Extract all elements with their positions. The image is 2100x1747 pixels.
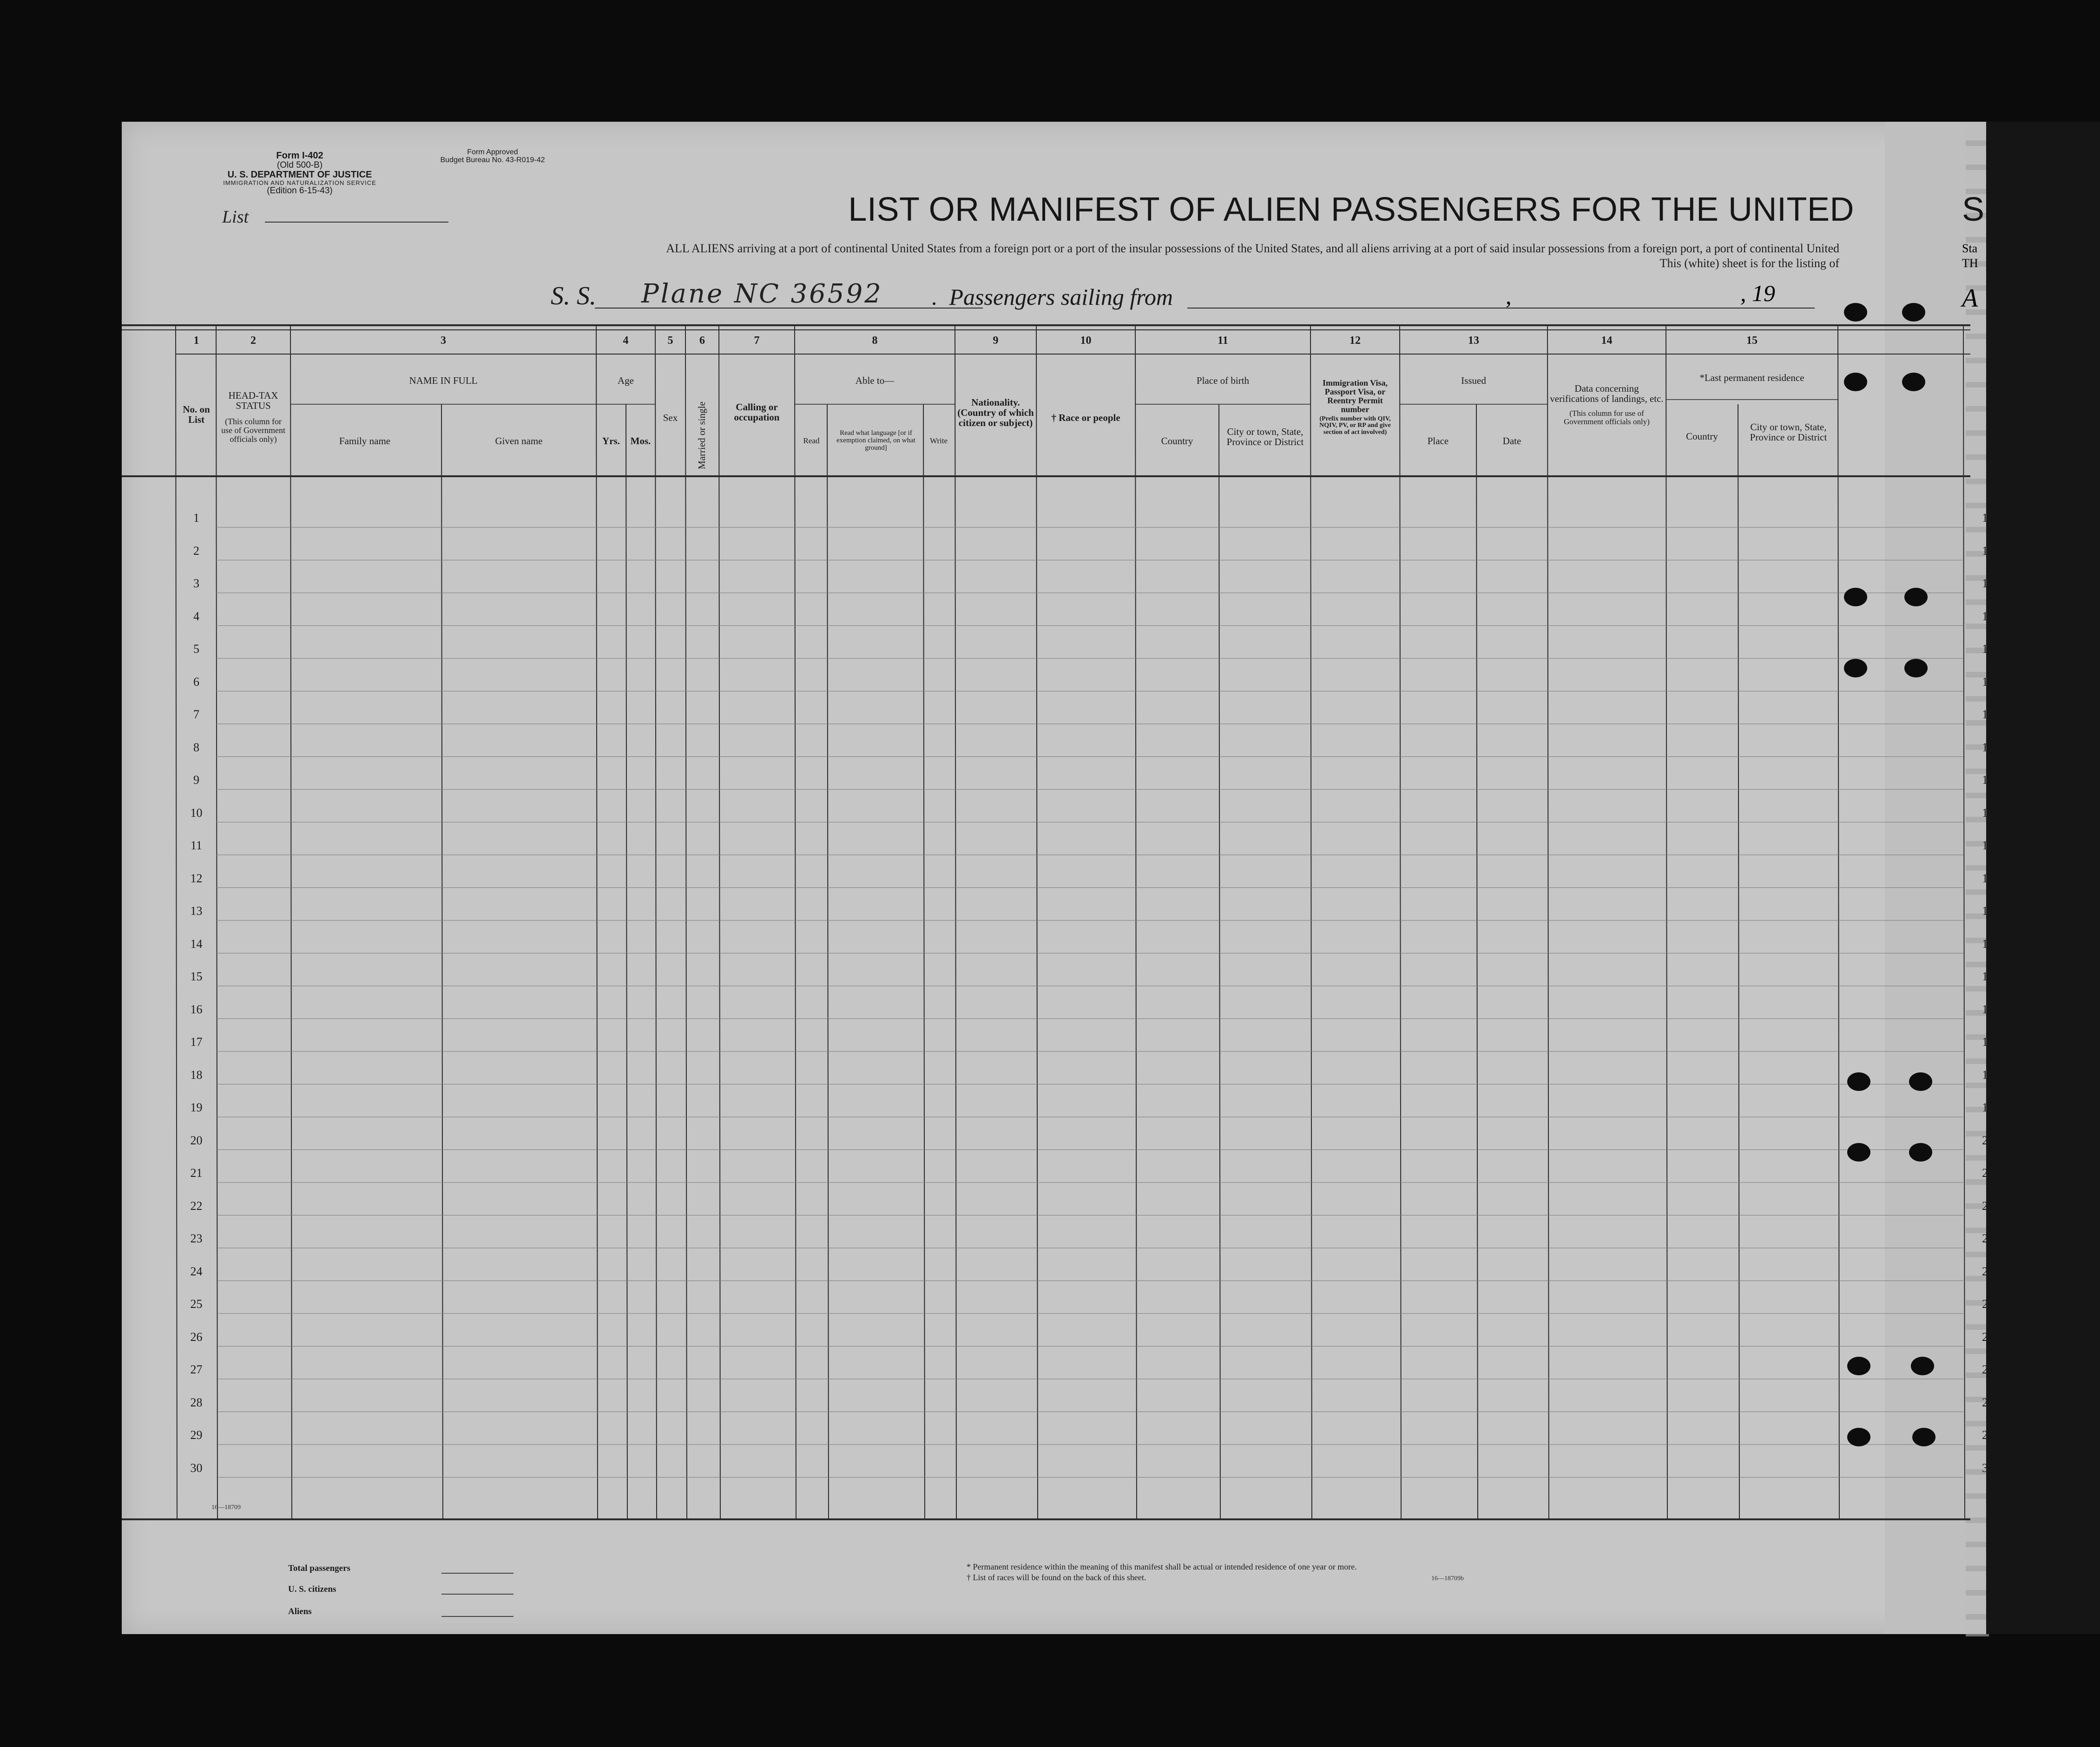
service-name: IMMIGRATION AND NATURALIZATION SERVICE [223,179,376,186]
header-birth-city: City or town, State, Province or District [1226,426,1304,448]
next-sheet-row-number: 2 [1982,1264,1988,1278]
header-write: Write [929,436,948,445]
header-married-or-single: Married or single [696,401,707,469]
punch-hole [1847,1357,1870,1375]
next-sheet-row-number: 2 [1982,1166,1988,1180]
header-family-name: Family name [339,435,391,447]
punch-hole [1847,1072,1870,1091]
column-rule [923,404,925,1519]
sailing-comma: , [1506,283,1512,309]
header-nationality: Nationality. (Country of which citizen or subject) [957,397,1034,429]
row-number: 6 [193,675,199,689]
column-rule [216,325,217,1519]
row-number: 20 [190,1133,203,1147]
residence-footnote: * Permanent residence within the meaning of this manifest shall be actual or intended residence of one year or more. [967,1562,1357,1571]
punch-hole [1909,1072,1932,1091]
next-sheet-row-number: 1 [1982,970,1988,983]
column-rule [1738,404,1739,1519]
next-sheet-row-number: 2 [1982,1363,1988,1376]
column-rule [626,404,627,1519]
next-sheet-row-number: 2 [1982,1395,1988,1409]
punch-hole [1844,588,1867,606]
punch-hole [1911,1357,1934,1375]
approved-text: Form Approved [467,148,518,156]
budget-bureau-number: Budget Bureau No. 43-R019-42 [440,156,545,164]
header-visa-note: (Prefix number with QIV, NQIV, PV, or RP and give section of act involved) [1319,415,1391,436]
next-sheet-row-number: 1 [1982,871,1988,885]
column-number-6: 6 [699,335,705,347]
us-citizens-label: U. S. citizens [288,1584,336,1594]
printer-code-right: 16—18709b [1431,1575,1464,1582]
races-footnote: † List of races will be found on the back of this sheet. [967,1573,1146,1582]
column-rule [1838,325,1839,1519]
column-number-9: 9 [993,335,999,347]
next-sheet-sub-fragment-2: TH [1962,256,1978,270]
column-rule [1963,325,1965,1519]
header-issued: Issued [1461,375,1486,386]
header-race: † Race or people [1051,412,1120,423]
next-sheet-row-number: 1 [1982,773,1988,787]
row-number: 7 [193,708,199,721]
column-rule [1476,404,1478,1519]
sailing-label-text: Passengers sailing from [949,284,1173,310]
next-sheet-row-number: 3 [1982,1461,1988,1475]
row-number: 8 [193,740,199,754]
next-sheet-row-number: 1 [1982,1068,1988,1082]
header-last-residence: *Last permanent residence [1699,372,1804,383]
next-sheet-row-number: 1 [1982,577,1988,590]
vessel-handwritten-name: Plane NC 36592 [641,279,883,309]
row-number: 17 [190,1035,203,1049]
next-sheet-row-number: 1 [1982,708,1988,721]
row-number: 16 [190,1002,203,1016]
row-number: 18 [190,1068,203,1082]
form-number: Form I-402 [276,151,323,161]
row-number: 21 [190,1166,203,1180]
us-citizens-field[interactable] [441,1594,513,1595]
header-name-in-full: NAME IN FULL [409,375,478,386]
row-number: 10 [190,806,203,820]
vessel-period: . [932,284,938,310]
column-number-15: 15 [1746,335,1758,347]
page-title: LIST OR MANIFEST OF ALIEN PASSENGERS FOR THE UNITED [848,191,1854,228]
next-sheet-row-number: 2 [1982,1232,1988,1245]
instructions-line-1: ALL ALIENS arriving at a port of continental United States from a foreign port or a port of the insular possessions of the United States, and all aliens arriving at a port of said insular possessions from a foreign port, a port of continental United [666,242,1839,255]
header-head-tax-label: HEAD-TAX STATUS [228,390,278,412]
next-sheet-sub-fragment-1: Sta [1962,242,1978,255]
row-number: 1 [193,511,199,525]
punch-hole [1909,1143,1932,1162]
form-edition: (Edition 6-15-43) [267,185,333,196]
next-sheet-row-number: 1 [1982,675,1988,689]
column-number-8: 8 [872,335,878,347]
year-prefix: , 19 [1740,280,1775,306]
header-age: Age [618,375,634,386]
header-head-tax [218,390,288,444]
aliens-field[interactable] [441,1616,513,1617]
punch-hole [1847,1143,1870,1162]
column-rule [1547,325,1549,1519]
total-passengers-field[interactable] [441,1573,513,1574]
total-passengers-label: Total passengers [288,1563,350,1573]
next-sheet-row-number: 1 [1982,609,1988,623]
column-number-13: 13 [1468,335,1479,347]
header-data-concerning [1550,383,1664,426]
punch-hole [1844,659,1867,677]
punch-hole [1904,659,1928,677]
punch-hole [1912,1428,1935,1446]
row-number: 11 [190,839,203,852]
column-rule [290,325,292,1519]
next-sheet-row-number: 1 [1982,839,1988,852]
punch-hole [1902,373,1925,391]
column-rule [1310,325,1312,1519]
column-number-1: 1 [193,335,199,347]
next-sheet-row-number: 1 [1982,642,1988,656]
punch-hole [1844,303,1867,322]
next-sheet-row-number: 1 [1982,806,1988,820]
row-number: 28 [190,1395,203,1409]
aliens-label: Aliens [288,1607,312,1616]
next-sheet-row-number: 2 [1982,1330,1988,1344]
row-number: 25 [190,1297,203,1311]
row-number: 27 [190,1363,203,1376]
column-rule [1666,325,1667,1519]
column-rule [1036,325,1038,1519]
column-rule [1219,404,1220,1519]
next-sheet-row-number: 1 [1982,740,1988,754]
punch-hole [1844,373,1867,391]
header-read-language: Read what language [or if exemption claimed, on what ground] [836,429,915,452]
header-data-concerning-note: (This column for use of Government officials only) [1564,409,1650,426]
column-rule [596,325,598,1519]
header-no-on-list: No. on List [183,404,210,426]
row-number: 19 [190,1101,203,1114]
column-number-10: 10 [1080,335,1092,347]
header-place-of-birth: Place of birth [1196,375,1250,386]
row-number: 22 [190,1199,203,1213]
column-number-14: 14 [1601,335,1613,347]
column-rule [685,325,687,1519]
column-number-12: 12 [1350,335,1361,347]
row-number: 29 [190,1428,203,1442]
header-head-tax-note: (This column for use of Government officials only) [221,417,285,444]
header-age-years: Yrs. [602,435,620,447]
row-number: 30 [190,1461,203,1475]
next-sheet-row-number: 2 [1982,1199,1988,1213]
punch-hole [1902,303,1925,322]
next-sheet-ss-fragment: A [1962,284,1978,313]
next-sheet-row-number: 1 [1982,544,1988,558]
header-residence-country: Country [1686,431,1718,442]
next-sheet-title-fragment: S [1962,191,1985,228]
column-rule [955,325,956,1519]
row-number: 24 [190,1264,203,1278]
header-visa [1313,379,1397,436]
next-sheet-row-number: 2 [1982,1133,1988,1147]
column-rule [441,404,443,1519]
row-number: 4 [193,609,199,623]
ss-label: S. S. [551,282,596,310]
column-number-7: 7 [754,335,760,347]
row-number: 5 [193,642,199,656]
header-birth-country: Country [1161,435,1193,447]
row-number: 2 [193,544,199,558]
next-sheet-row-number: 2 [1982,1297,1988,1311]
next-sheet-row-number: 1 [1982,1101,1988,1114]
header-calling-occupation: Calling or occupation [734,401,780,423]
column-number-11: 11 [1218,335,1228,347]
header-issued-place: Place [1427,435,1449,447]
form-old-number: (Old 500-B) [276,160,323,170]
next-sheet-row-number: 1 [1982,1035,1988,1049]
next-sheet-row-number: 1 [1982,937,1988,951]
row-number: 26 [190,1330,203,1344]
next-sheet-row-number: 1 [1982,904,1988,918]
row-number: 15 [190,970,203,983]
header-data-concerning-label: Data concerning verifications of landings, etc. [1550,383,1664,405]
column-rule [1400,325,1401,1519]
row-number: 23 [190,1232,203,1245]
header-read: Read [803,436,820,445]
printer-code-left: 16—18709 [211,1504,241,1511]
column-number-3: 3 [441,335,446,347]
header-residence-city: City or town, State, Province or District [1750,421,1827,443]
header-able-to: Able to— [855,375,895,386]
column-rule [1135,325,1137,1519]
row-number: 14 [190,937,203,951]
row-number: 3 [193,577,199,590]
header-sex: Sex [663,412,678,423]
column-rule [719,325,720,1519]
column-rule [827,404,829,1519]
instructions-line-2: This (white) sheet is for the listing of [1659,256,1839,270]
next-sheet-row-number: 2 [1982,1428,1988,1442]
punch-hole [1847,1428,1870,1446]
row-number: 13 [190,904,203,918]
header-issued-date: Date [1502,435,1521,447]
header-visa-label: Immigration Visa, Passport Visa, or Reentry Permit number [1322,378,1388,414]
list-label: List [222,207,249,227]
next-sheet-row-number: 1 [1982,511,1988,525]
row-number: 12 [190,871,203,885]
header-given-name: Given name [495,435,543,447]
next-sheet-row-number: 1 [1982,1002,1988,1016]
column-number-2: 2 [250,335,256,347]
row-number: 9 [193,773,199,787]
column-rule [795,325,796,1519]
punch-hole [1904,588,1928,606]
column-number-5: 5 [667,335,673,347]
department-name: U. S. DEPARTMENT OF JUSTICE [227,169,372,180]
header-age-months: Mos. [630,435,651,447]
column-number-4: 4 [623,335,629,347]
column-rule [655,325,657,1519]
